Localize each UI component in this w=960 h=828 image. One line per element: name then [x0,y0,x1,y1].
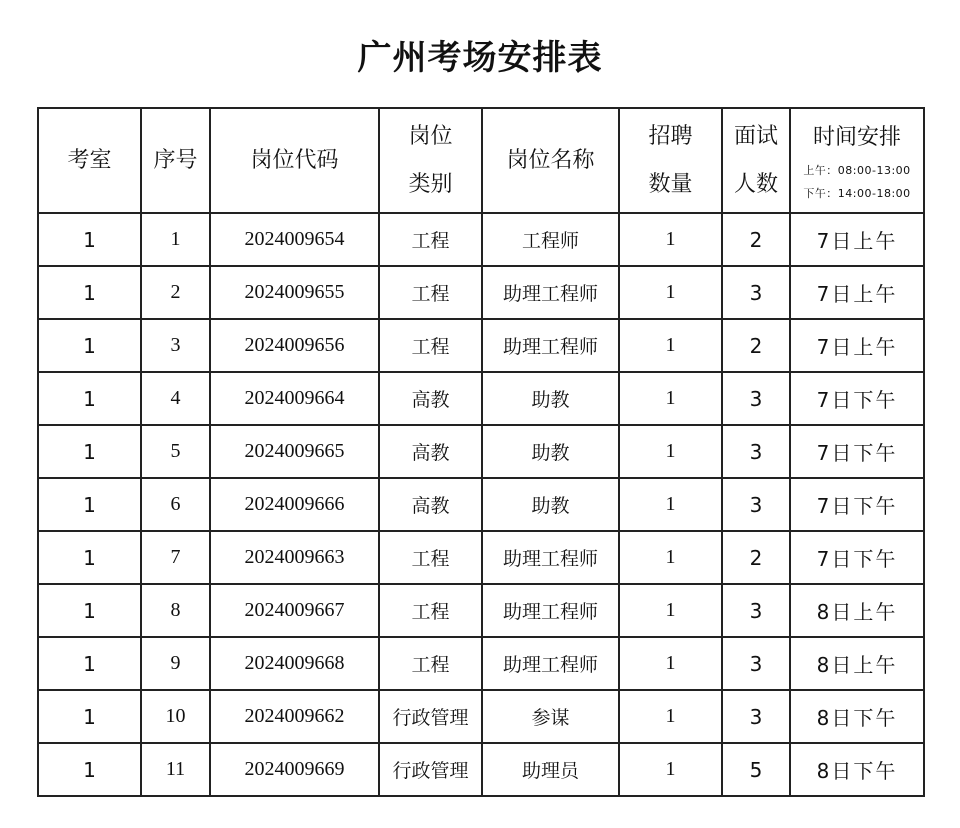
header-type: 岗位 类别 [379,108,482,213]
cell-time: 7日下午 [790,425,924,478]
cell-interview-count: 5 [722,743,790,796]
header-time-am: 上午：08:00-13:00 [803,163,911,177]
cell-position-name: 助教 [482,425,619,478]
cell-position-type: 工程 [379,531,482,584]
header-time-main: 时间安排 [812,124,901,150]
cell-position-type: 行政管理 [379,690,482,743]
cell-room: 1 [38,372,141,425]
cell-room: 1 [38,425,141,478]
cell-position-code: 2024009667 [210,584,379,637]
cell-recruit-count: 1 [619,319,722,372]
cell-room: 1 [38,213,141,266]
cell-position-code: 2024009662 [210,690,379,743]
cell-no: 7 [141,531,210,584]
table-row [38,478,924,531]
table-row [38,425,924,478]
cell-position-type: 工程 [379,319,482,372]
table-body [38,213,924,796]
cell-interview-count: 3 [722,584,790,637]
cell-position-code: 2024009654 [210,213,379,266]
cell-position-type: 高教 [379,372,482,425]
cell-position-name: 助理工程师 [482,531,619,584]
cell-position-type: 工程 [379,213,482,266]
cell-interview-count: 2 [722,319,790,372]
cell-no: 5 [141,425,210,478]
header-no: 序号 [141,108,210,213]
cell-interview-count: 2 [722,531,790,584]
table-row [38,531,924,584]
cell-time: 7日下午 [790,531,924,584]
cell-position-name: 助教 [482,372,619,425]
cell-interview-count: 3 [722,690,790,743]
cell-interview-count: 3 [722,637,790,690]
cell-position-name: 工程师 [482,213,619,266]
cell-time: 8日下午 [790,690,924,743]
cell-interview-count: 3 [722,425,790,478]
cell-position-code: 2024009666 [210,478,379,531]
cell-recruit-count: 1 [619,372,722,425]
cell-position-code: 2024009663 [210,531,379,584]
cell-time: 7日下午 [790,478,924,531]
cell-recruit-count: 1 [619,743,722,796]
cell-recruit-count: 1 [619,531,722,584]
table-row [38,743,924,796]
table-row [38,319,924,372]
cell-no: 9 [141,637,210,690]
cell-position-name: 助理工程师 [482,319,619,372]
cell-room: 1 [38,478,141,531]
cell-time: 7日上午 [790,319,924,372]
cell-time: 8日上午 [790,637,924,690]
cell-position-code: 2024009665 [210,425,379,478]
cell-time: 7日上午 [790,266,924,319]
cell-no: 8 [141,584,210,637]
cell-room: 1 [38,531,141,584]
cell-recruit-count: 1 [619,637,722,690]
cell-position-name: 参谋 [482,690,619,743]
cell-time: 8日下午 [790,743,924,796]
cell-recruit-count: 1 [619,584,722,637]
header-room: 考室 [38,108,141,213]
cell-no: 4 [141,372,210,425]
header-recruit: 招聘 数量 [619,108,722,213]
cell-position-name: 助理工程师 [482,584,619,637]
table-row [38,266,924,319]
table-row [38,584,924,637]
cell-recruit-count: 1 [619,690,722,743]
exam-schedule-table [37,107,925,797]
table-row [38,637,924,690]
cell-position-type: 行政管理 [379,743,482,796]
cell-recruit-count: 1 [619,213,722,266]
cell-position-name: 助理工程师 [482,266,619,319]
cell-position-code: 2024009664 [210,372,379,425]
header-code: 岗位代码 [210,108,379,213]
cell-room: 1 [38,637,141,690]
cell-position-type: 工程 [379,266,482,319]
cell-room: 1 [38,319,141,372]
table-header-row [38,108,924,213]
cell-interview-count: 2 [722,213,790,266]
cell-position-name: 助理工程师 [482,637,619,690]
cell-time: 7日下午 [790,372,924,425]
header-interview-count: 面试 人数 [722,108,790,213]
cell-position-name: 助教 [482,478,619,531]
cell-recruit-count: 1 [619,425,722,478]
table-row [38,372,924,425]
cell-no: 10 [141,690,210,743]
cell-position-type: 高教 [379,425,482,478]
table-row [38,690,924,743]
cell-position-code: 2024009669 [210,743,379,796]
cell-no: 3 [141,319,210,372]
cell-room: 1 [38,690,141,743]
cell-recruit-count: 1 [619,266,722,319]
page-title: 广州考场安排表 [357,38,603,78]
cell-no: 1 [141,213,210,266]
table-row [38,213,924,266]
header-time [790,108,924,213]
cell-room: 1 [38,584,141,637]
cell-room: 1 [38,266,141,319]
cell-interview-count: 3 [722,372,790,425]
cell-interview-count: 3 [722,478,790,531]
cell-time: 8日上午 [790,584,924,637]
header-name: 岗位名称 [482,108,619,213]
cell-no: 2 [141,266,210,319]
cell-interview-count: 3 [722,266,790,319]
cell-time: 7日上午 [790,213,924,266]
cell-position-type: 高教 [379,478,482,531]
cell-position-name: 助理员 [482,743,619,796]
cell-no: 6 [141,478,210,531]
cell-no: 11 [141,743,210,796]
header-time-pm: 下午：14:00-18:00 [803,186,911,200]
cell-recruit-count: 1 [619,478,722,531]
cell-position-code: 2024009668 [210,637,379,690]
cell-position-code: 2024009655 [210,266,379,319]
cell-position-type: 工程 [379,637,482,690]
cell-room: 1 [38,743,141,796]
cell-position-type: 工程 [379,584,482,637]
cell-position-code: 2024009656 [210,319,379,372]
